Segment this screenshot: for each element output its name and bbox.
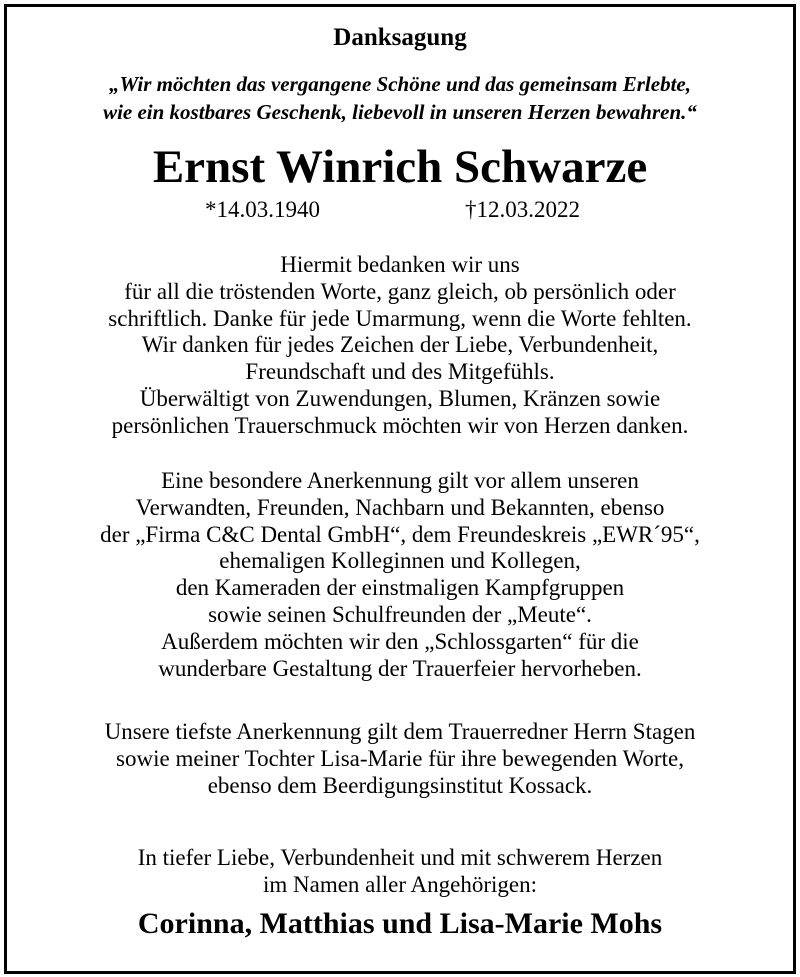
family-signature: Corinna, Matthias und Lisa-Marie Mohs: [137, 907, 663, 940]
text-line: im Namen aller Angehörigen:: [262, 871, 537, 897]
text-line: Hiermit bedanken wir uns: [280, 252, 520, 277]
deceased-name: Ernst Winrich Schwarze: [152, 141, 648, 193]
text-line: für all die tröstenden Worte, ganz gleich, ob persönlich oder: [124, 278, 676, 304]
quote-line: „Wir möchten das vergangene Schöne und das gemeinsam Erlebte,: [108, 72, 691, 96]
text-line: schriftlich. Danke für jede Umarmung, wenn die Worte fehlten.: [108, 305, 692, 331]
quote-line: wie ein kostbares Geschenk, liebevoll in unseren Herzen bewahren.“: [103, 100, 697, 124]
memorial-quote: [0, 70, 800, 126]
text-line: sowie meiner Tochter Lisa-Marie für ihre bewegenden Worte,: [116, 745, 684, 771]
text-line: Unsere tiefste Anerkennung gilt dem Trauerredner Herrn Stagen: [104, 719, 696, 744]
deepest-recognition-paragraph: [0, 719, 800, 799]
text-line: ehemaligen Kolleginnen und Kollegen,: [219, 548, 581, 574]
text-line: wunderbare Gestaltung der Trauerfeier hervorheben.: [158, 655, 642, 681]
notice-heading: Danksagung: [333, 24, 467, 51]
text-line: Eine besondere Anerkennung gilt vor allem unseren: [161, 468, 639, 493]
text-line: Freundschaft und des Mitgefühls.: [245, 359, 555, 385]
text-line: der „Firma C&C Dental GmbH“, dem Freundeskreis „EWR´95“,: [100, 521, 700, 547]
text-line: Verwandten, Freunden, Nachbarn und Bekannten, ebenso: [135, 494, 665, 520]
death-date: †12.03.2022: [465, 197, 580, 222]
text-line: Wir danken für jedes Zeichen der Liebe, Verbundenheit,: [141, 332, 659, 358]
recognition-paragraph: [0, 468, 800, 682]
text-line: sowie seinen Schulfreunden der „Meute“.: [208, 601, 592, 627]
birth-date: *14.03.1940: [205, 197, 320, 222]
thanks-paragraph: [0, 252, 800, 440]
text-line: Außerdem möchten wir den „Schlossgarten“ für die: [161, 628, 639, 654]
text-line: den Kameraden der einstmaligen Kampfgruppen: [175, 575, 625, 601]
text-line: ebenso dem Beerdigungsinstitut Kossack.: [207, 772, 593, 798]
closing-paragraph: [0, 845, 800, 899]
text-line: persönlichen Trauerschmuck möchten wir von Herzen danken.: [111, 412, 689, 438]
text-line: Überwältigt von Zuwendungen, Blumen, Kränzen sowie: [139, 385, 661, 411]
text-line: In tiefer Liebe, Verbundenheit und mit schwerem Herzen: [137, 845, 663, 870]
